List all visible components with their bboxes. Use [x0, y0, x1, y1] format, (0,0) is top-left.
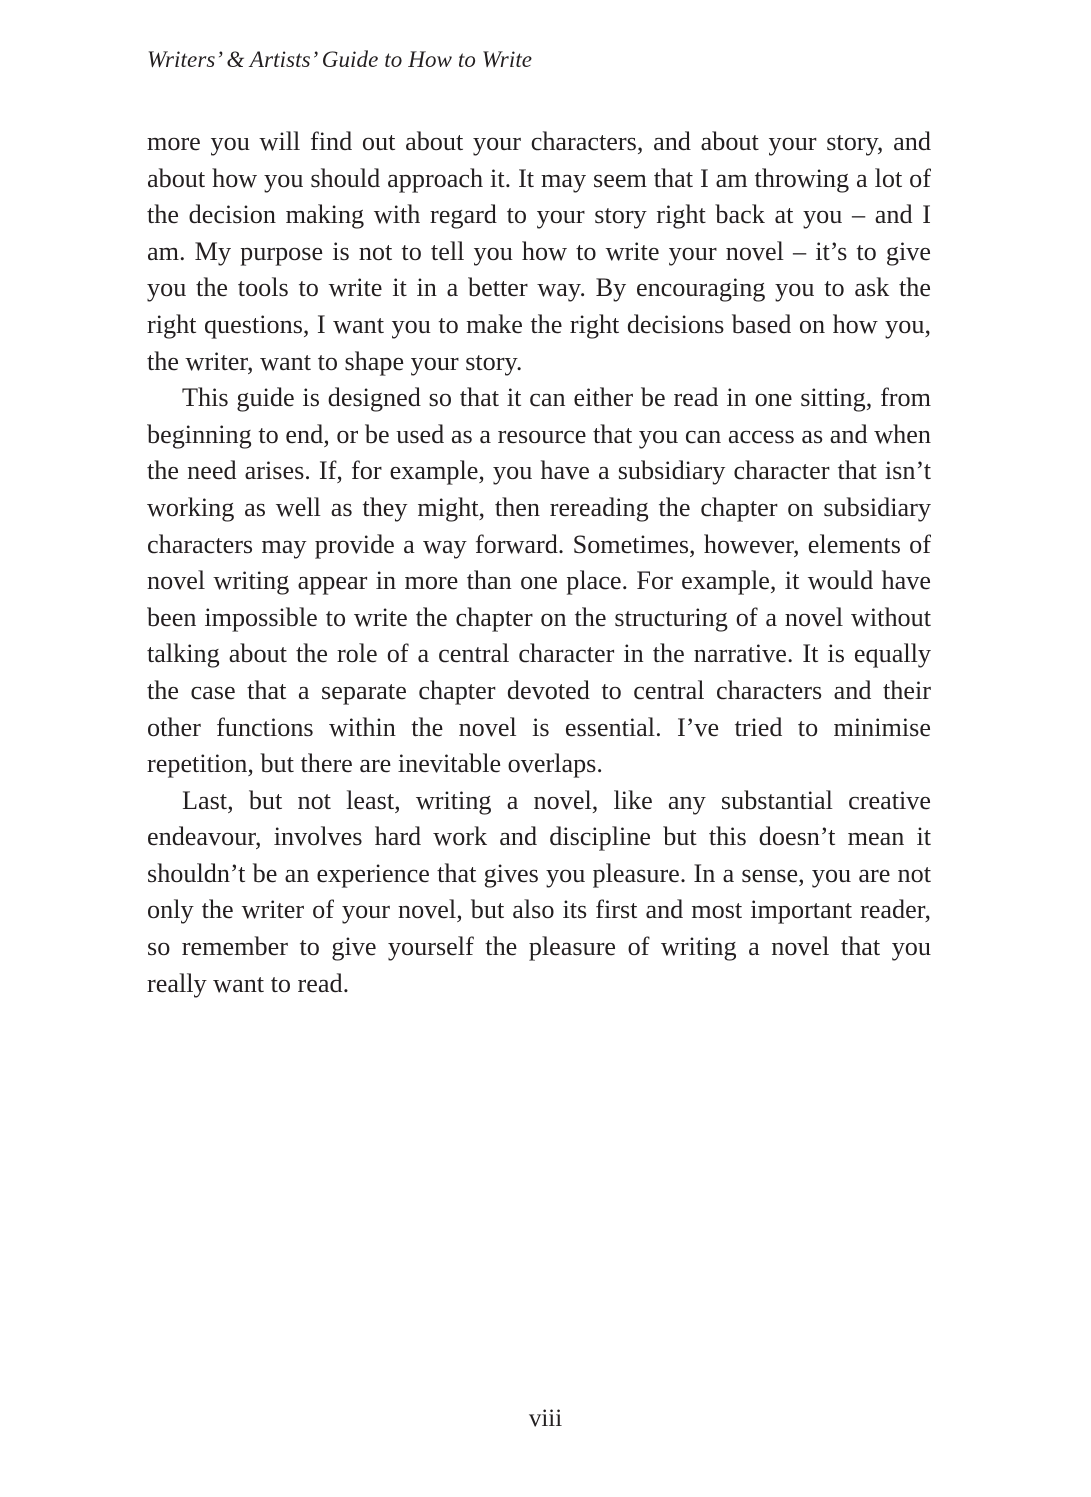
- running-header: Writers’ & Artists’ Guide to How to Write: [147, 47, 533, 72]
- paragraph-guide-usage: This guide is designed so that it can either be read in one sitting, from beginning to end, or be used as a resource that you can access as and when the need arises. If, for example, you have a subsidiary character that isn’t working as well as they might, then rereading the chapter on subsidiary characters may provide a way forward. Sometimes, however, elements of novel writing appear in more than one place. For example, it would have been impossible to write the chapter on the structuring of a novel without talking about the role of a central character in the narrative. It is equally the case that a separate chapter devoted to central characters and their other functions within the novel is essential. I’ve tried to minimise repetition, but there are inevitable overlaps.: [147, 383, 931, 779]
- page-number: viii: [528, 1405, 563, 1432]
- body-text: [147, 124, 931, 1002]
- paragraph-continued: more you will find out about your characters, and about your story, and about how you should approach it. It may seem that I am throwing a lot of the decision making with regard to your story right back at you – and I am. My purpose is not to tell you how to write your novel – it’s to give you the tools to write it in a better way. By encouraging you to ask the right questions, I want you to make the right decisions based on how you, the writer, want to shape your story.: [147, 127, 931, 376]
- paragraph-closing: Last, but not least, writing a novel, like any substantial creative endeavour, involves hard work and discipline but this doesn’t mean it shouldn’t be an experience that gives you pleasure. In a sense, you are not only the writer of your novel, but also its first and most important reader, so remember to give yourself the pleasure of writing a novel that you really want to read.: [147, 785, 931, 998]
